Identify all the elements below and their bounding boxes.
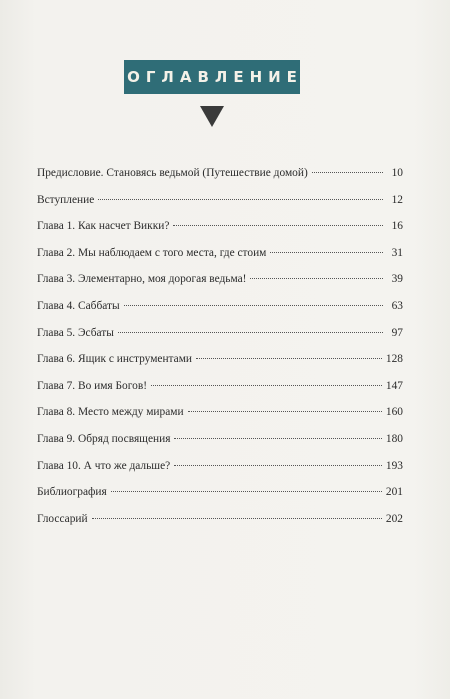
toc-entry (37, 485, 403, 510)
dot-leader (174, 465, 382, 466)
toc-entry-title: Предисловие. Становясь ведьмой (Путешествие домой) (37, 167, 308, 179)
toc-entry-title: Глава 6. Ящик с инструментами (37, 353, 193, 366)
toc-entry-page-number: 202 (385, 512, 403, 525)
table-of-contents (37, 166, 403, 538)
toc-entry-page-number: 180 (385, 432, 403, 445)
toc-entry-page-number: 12 (391, 193, 403, 206)
dot-leader (270, 252, 383, 253)
toc-entry-page-number: 63 (391, 299, 403, 312)
dot-leader (312, 172, 383, 173)
dot-leader (98, 199, 383, 200)
dot-leader (173, 225, 383, 226)
toc-entry-page-number: 10 (391, 167, 403, 179)
toc-entry-title: Глава 8. Место между мирами (37, 406, 184, 419)
toc-entry-page-number: 39 (391, 273, 403, 286)
toc-entry (37, 193, 403, 218)
toc-entry (37, 405, 403, 430)
toc-entry (37, 219, 403, 244)
dot-leader (151, 385, 382, 386)
toc-entry-page-number: 160 (385, 406, 403, 419)
toc-entry-title: Глава 1. Как насчет Викки? (37, 220, 170, 233)
toc-entry (37, 512, 403, 537)
dot-leader (250, 278, 383, 279)
toc-entry-title: Глава 4. Саббаты (37, 299, 120, 312)
toc-entry-title: Глава 9. Обряд посвящения (37, 432, 171, 445)
toc-entry-title: Глава 7. Во имя Богов! (37, 379, 148, 392)
toc-entry (37, 272, 403, 297)
dot-leader (188, 411, 382, 412)
toc-entry (37, 352, 403, 377)
contents-heading-banner (124, 60, 303, 94)
toc-entry-title: Глава 2. Мы наблюдаем с того места, где стоим (37, 246, 267, 259)
toc-entry (37, 246, 403, 271)
toc-entry-title: Глава 5. Эсбаты (37, 326, 114, 339)
toc-entry-title: Глава 10. А что же дальше? (37, 459, 171, 472)
toc-entry-title: Библиография (37, 486, 107, 499)
dot-leader (111, 491, 382, 492)
dot-leader (92, 518, 382, 519)
toc-entry-page-number: 201 (385, 486, 403, 499)
toc-entry-title: Глоссарий (37, 512, 88, 525)
toc-entry (37, 326, 403, 351)
toc-entry-title: Глава 3. Элементарно, моя дорогая ведьма! (37, 273, 247, 286)
dot-leader (196, 358, 382, 359)
toc-entry (37, 379, 403, 404)
down-triangle-icon (200, 106, 224, 127)
toc-entry-title: Вступление (37, 193, 95, 206)
toc-entry-page-number: 128 (385, 353, 403, 366)
toc-entry-page-number: 193 (385, 459, 403, 472)
toc-entry-page-number: 147 (385, 379, 403, 392)
toc-entry (37, 459, 403, 484)
dot-leader (118, 332, 383, 333)
toc-entry (37, 299, 403, 324)
toc-entry-page-number: 31 (391, 246, 403, 259)
toc-entry (37, 432, 403, 457)
contents-heading: ОГЛАВЛЕНИЕ (127, 68, 303, 86)
dot-leader (174, 438, 381, 439)
toc-entry-page-number: 16 (391, 220, 403, 233)
dot-leader (124, 305, 383, 306)
toc-entry (37, 166, 403, 191)
toc-entry-page-number: 97 (391, 326, 403, 339)
